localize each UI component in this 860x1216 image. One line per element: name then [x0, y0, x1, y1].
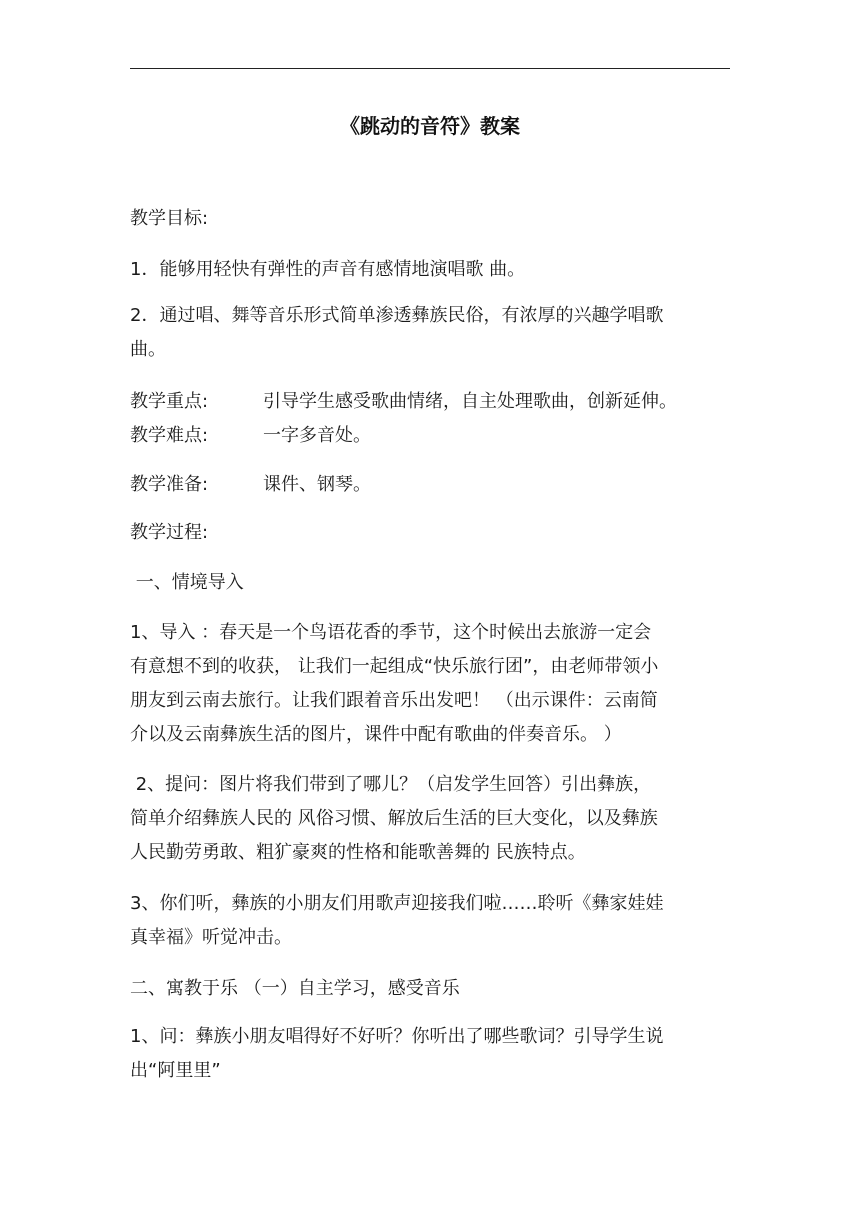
section-1-heading: 一、情境导入 — [130, 572, 244, 593]
key-points-row — [130, 385, 730, 419]
paragraph-3-line: 3、你们听，彝族的小朋友们用歌声迎接我们啦……聆听《彝家娃娃 — [130, 893, 664, 914]
paragraph-2-line: 2、提问：图片将我们带到了哪儿？（启发学生回答）引出彝族， — [130, 774, 652, 795]
paragraph-1 — [130, 616, 730, 752]
preparation-label: 教学准备: — [130, 474, 209, 495]
key-points-label: 教学重点: — [130, 391, 209, 412]
objectives-heading: 教学目标: — [130, 208, 209, 229]
document-title: 《跳动的音符》教案 — [340, 114, 520, 138]
preparation-value: 课件、钢琴。 — [263, 474, 371, 495]
difficulties-row — [130, 419, 730, 453]
paragraph-3-line: 真幸福》听觉冲击。 — [130, 927, 292, 948]
difficulties-value: 一字多音处。 — [263, 425, 371, 446]
paragraph-1-line: 1、导入 ：春天是一个鸟语花香的季节，这个时候出去旅游一定会 — [130, 622, 652, 643]
paragraph-1-line: 朋友到云南去旅行。让我们跟着音乐出发吧！ （出示课件：云南简 — [130, 690, 658, 711]
objective-2-line: 曲。 — [130, 339, 166, 360]
key-points-value: 引导学生感受歌曲情绪，自主处理歌曲，创新延伸。 — [263, 391, 677, 412]
process-heading: 教学过程: — [130, 522, 209, 543]
objective-2 — [130, 299, 730, 367]
paragraph-2-line: 简单介绍彝族人民的 风俗习惯、解放后生活的巨大变化，以及彝族 — [130, 808, 658, 829]
paragraph-2 — [130, 768, 730, 870]
paragraph-4-line: 1、问：彝族小朋友唱得好不好听？你听出了哪些歌词？引导学生说 — [130, 1026, 664, 1047]
header-rule — [130, 68, 730, 69]
difficulties-label: 教学难点: — [130, 425, 209, 446]
objective-2-line: 2．通过唱、舞等音乐形式简单渗透彝族民俗，有浓厚的兴趣学唱歌 — [130, 305, 664, 326]
section-2-heading: 二、寓教于乐 （一）自主学习，感受音乐 — [130, 978, 460, 999]
preparation-row — [130, 468, 730, 502]
paragraph-2-line: 人民勤劳勇敢、粗犷豪爽的性格和能歌善舞的 民族特点。 — [130, 842, 586, 863]
paragraph-1-line: 介以及云南彝族生活的图片，课件中配有歌曲的伴奏音乐。 ） — [130, 724, 622, 745]
paragraph-4 — [130, 1020, 730, 1088]
objective-1: 1．能够用轻快有弹性的声音有感情地演唱歌 曲。 — [130, 259, 526, 280]
paragraph-4-line: 出“阿里里” — [130, 1060, 221, 1081]
paragraph-3 — [130, 887, 730, 955]
paragraph-1-line: 有意想不到的收获， 让我们一起组成“快乐旅行团”，由老师带领小 — [130, 656, 659, 677]
